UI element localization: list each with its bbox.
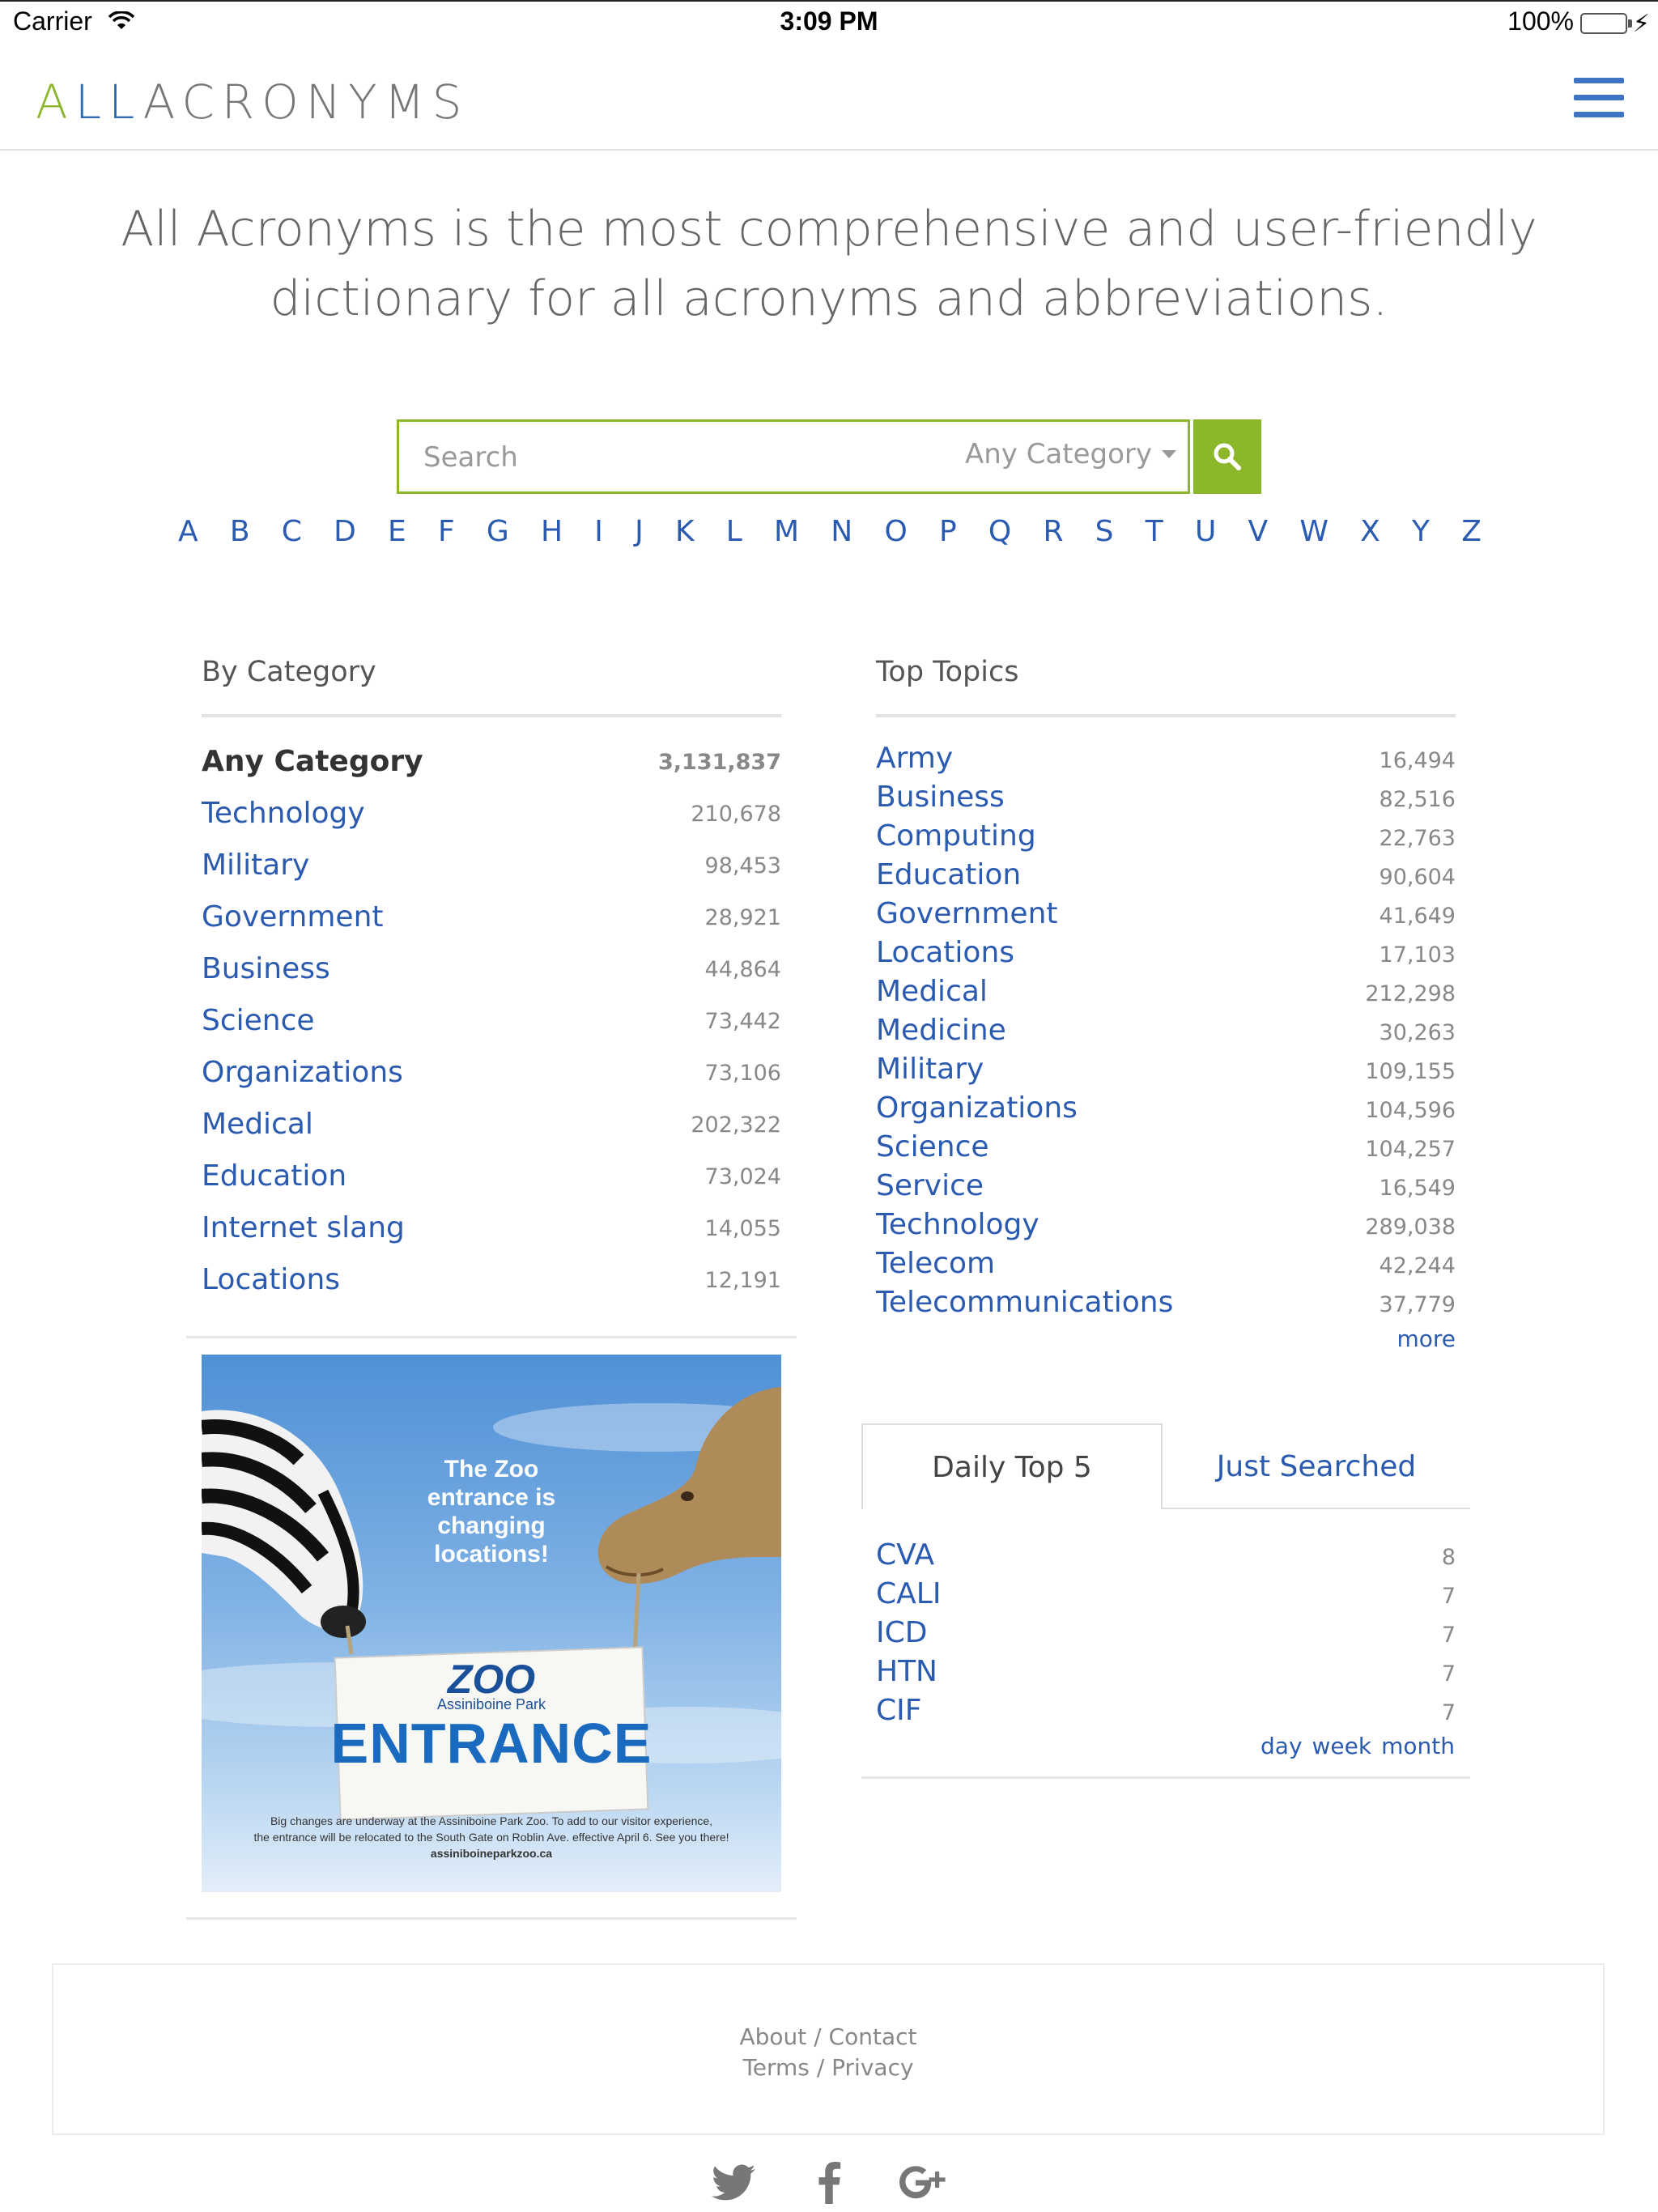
- category-count: 202,322: [691, 1112, 781, 1138]
- topic-link[interactable]: Technology: [876, 1208, 1039, 1241]
- alpha-link-p[interactable]: P: [938, 515, 957, 548]
- terms-link[interactable]: Terms: [742, 2054, 810, 2081]
- daily-top-row: [876, 1577, 1456, 1616]
- alpha-link-s[interactable]: S: [1095, 515, 1114, 548]
- alpha-link-e[interactable]: E: [388, 515, 406, 548]
- ad-fine-print: Big changes are underway at the Assiniboine Park Zoo. To add to our visitor experience, the entrance will be relocated to the South Gate on Roblin Ave. effective April 6. See you there! assiniboineparkzoo.ca: [253, 1814, 729, 1860]
- logo-letters-ll: LL: [74, 74, 143, 130]
- category-link[interactable]: Technology: [202, 797, 365, 830]
- footer-separator: /: [814, 2023, 822, 2050]
- category-link[interactable]: Military: [202, 849, 310, 882]
- alpha-link-v[interactable]: V: [1248, 515, 1269, 548]
- topic-count: 90,604: [1379, 865, 1456, 890]
- alpha-link-g[interactable]: G: [486, 515, 509, 548]
- topic-row: [876, 858, 1456, 897]
- topic-count: 104,257: [1365, 1137, 1456, 1162]
- logo-letter-a: A: [36, 74, 75, 130]
- search-box: [397, 419, 1190, 494]
- alpha-link-d[interactable]: D: [334, 515, 356, 548]
- daily-top-row: [876, 1694, 1456, 1733]
- category-link[interactable]: Any Category: [202, 745, 423, 778]
- category-bottom-rule: [186, 1336, 797, 1338]
- category-link[interactable]: Locations: [202, 1263, 341, 1296]
- facebook-icon[interactable]: [810, 2160, 848, 2206]
- topic-row: [876, 742, 1456, 781]
- footer-row-1: [53, 2022, 1603, 2052]
- daily-top-count: 8: [1441, 1545, 1456, 1570]
- topic-count: 104,596: [1365, 1098, 1456, 1123]
- top-topics-title: Top Topics: [876, 656, 1019, 688]
- category-count: 3,131,837: [657, 750, 781, 775]
- topic-link[interactable]: Business: [876, 781, 1005, 814]
- topic-count: 212,298: [1365, 981, 1456, 1006]
- more-topics-link[interactable]: more: [1397, 1325, 1456, 1352]
- topic-count: 289,038: [1365, 1214, 1456, 1240]
- daily-top-count: 7: [1441, 1661, 1456, 1687]
- tabs-baseline: [1163, 1508, 1470, 1509]
- category-link[interactable]: Business: [202, 952, 330, 985]
- by-category-rule: [202, 714, 781, 717]
- topic-count: 17,103: [1379, 942, 1456, 968]
- topic-row: [876, 1247, 1456, 1286]
- battery-tip: [1628, 19, 1632, 28]
- daily-top-link[interactable]: ICD: [876, 1616, 928, 1649]
- topic-link[interactable]: Service: [876, 1169, 984, 1202]
- topic-row: [876, 1053, 1456, 1091]
- category-count: 14,055: [704, 1216, 781, 1241]
- privacy-link[interactable]: Privacy: [831, 2054, 914, 2081]
- category-row: [202, 1211, 781, 1263]
- daily-top-link[interactable]: CVA: [876, 1538, 935, 1572]
- category-count: 73,024: [704, 1164, 781, 1189]
- alpha-link-k[interactable]: K: [674, 515, 695, 548]
- topic-link[interactable]: Locations: [876, 936, 1015, 969]
- charging-icon: ⚡: [1632, 10, 1650, 38]
- period-week-link[interactable]: week: [1312, 1733, 1372, 1759]
- category-count: 73,106: [704, 1061, 781, 1086]
- category-row: [202, 1108, 781, 1159]
- daily-top-link[interactable]: CIF: [876, 1694, 922, 1727]
- category-dropdown-label: Any Category: [964, 438, 1152, 470]
- alpha-link-h[interactable]: H: [541, 515, 563, 548]
- topic-count: 82,516: [1379, 787, 1456, 812]
- alpha-link-a[interactable]: A: [178, 515, 198, 548]
- topic-row: [876, 1014, 1456, 1053]
- category-count: 28,921: [704, 905, 781, 930]
- by-category-title: By Category: [202, 656, 376, 688]
- search-icon: [1213, 442, 1242, 471]
- topic-row: [876, 1091, 1456, 1130]
- battery-percent: 100%: [1507, 6, 1574, 36]
- topic-count: 37,779: [1379, 1292, 1456, 1317]
- search-input[interactable]: [422, 436, 911, 479]
- category-link[interactable]: Education: [202, 1159, 347, 1193]
- daily-top-row: [876, 1616, 1456, 1655]
- category-row: [202, 1263, 781, 1315]
- alpha-link-f[interactable]: F: [437, 515, 455, 548]
- logo-letters-rest: ACRONYMS: [142, 74, 470, 130]
- topic-count: 109,155: [1365, 1059, 1456, 1084]
- alpha-link-n[interactable]: N: [831, 515, 853, 548]
- search-button[interactable]: [1193, 419, 1261, 494]
- category-row: [202, 900, 781, 952]
- ad-bottom-rule: [186, 1917, 797, 1920]
- alpha-link-j[interactable]: J: [635, 515, 644, 548]
- topic-link[interactable]: Science: [876, 1130, 989, 1163]
- logo[interactable]: [36, 74, 469, 130]
- alpha-link-z[interactable]: Z: [1461, 515, 1482, 548]
- category-link[interactable]: Science: [202, 1004, 315, 1037]
- category-list: [202, 745, 781, 1315]
- period-day-link[interactable]: day: [1261, 1733, 1303, 1759]
- twitter-icon[interactable]: [709, 2160, 758, 2206]
- category-row: [202, 952, 781, 1004]
- topic-link[interactable]: Army: [876, 742, 954, 775]
- hamburger-menu-icon[interactable]: [1574, 78, 1624, 118]
- alpha-link-c[interactable]: C: [281, 515, 302, 548]
- alpha-link-u[interactable]: U: [1194, 515, 1217, 548]
- category-link[interactable]: Government: [202, 900, 384, 934]
- top-topics-list: [876, 742, 1456, 1325]
- alpha-link-i[interactable]: I: [594, 515, 603, 548]
- clock: 3:09 PM: [780, 6, 878, 36]
- topic-row: [876, 897, 1456, 936]
- topic-row: [876, 975, 1456, 1014]
- topic-link[interactable]: Government: [876, 897, 1058, 930]
- daily-bottom-rule: [861, 1776, 1470, 1779]
- topic-count: 16,494: [1379, 748, 1456, 773]
- zoo-advertisement[interactable]: [202, 1355, 781, 1892]
- topic-link[interactable]: Telecom: [876, 1247, 996, 1280]
- google-plus-icon[interactable]: [897, 2160, 950, 2206]
- site-header: [0, 45, 1658, 151]
- topic-row: [876, 1169, 1456, 1208]
- alpha-link-b[interactable]: B: [229, 515, 250, 548]
- ad-brand: ZOO: [447, 1657, 536, 1702]
- category-count: 73,442: [704, 1009, 781, 1034]
- topic-row: [876, 1130, 1456, 1169]
- alpha-link-t[interactable]: T: [1145, 515, 1163, 548]
- topic-count: 22,763: [1379, 826, 1456, 851]
- footer-separator: /: [816, 2054, 825, 2081]
- topic-count: 30,263: [1379, 1020, 1456, 1045]
- topic-row: [876, 1208, 1456, 1247]
- alpha-link-r[interactable]: R: [1043, 515, 1064, 548]
- category-row: [202, 797, 781, 849]
- daily-top-link[interactable]: HTN: [876, 1655, 937, 1688]
- daily-top-count: 7: [1441, 1700, 1456, 1725]
- daily-top-count: 7: [1441, 1584, 1456, 1609]
- category-count: 12,191: [704, 1268, 781, 1293]
- topic-row: [876, 781, 1456, 819]
- category-row: [202, 1056, 781, 1108]
- topic-count: 42,244: [1379, 1253, 1456, 1278]
- footer: [52, 1963, 1605, 2135]
- daily-top-row: [876, 1538, 1456, 1577]
- topic-link[interactable]: Medical: [876, 975, 988, 1008]
- alpha-link-q[interactable]: Q: [988, 515, 1012, 548]
- daily-top-list: [876, 1538, 1456, 1733]
- category-row: [202, 745, 781, 797]
- contact-link[interactable]: Contact: [828, 2023, 917, 2050]
- topic-row: [876, 819, 1456, 858]
- topic-link[interactable]: Organizations: [876, 1091, 1078, 1125]
- topic-count: 16,549: [1379, 1176, 1456, 1201]
- category-link[interactable]: Internet slang: [202, 1211, 405, 1244]
- status-bar: [0, 0, 1658, 45]
- ad-brand-sub: Assiniboine Park: [436, 1696, 546, 1712]
- about-link[interactable]: About: [739, 2023, 807, 2050]
- category-count: 98,453: [704, 853, 781, 878]
- period-month-link[interactable]: month: [1381, 1733, 1455, 1759]
- category-row: [202, 849, 781, 900]
- alpha-link-o[interactable]: O: [884, 515, 908, 548]
- ad-sign-text: ENTRANCE: [330, 1712, 653, 1775]
- daily-top-link[interactable]: CALI: [876, 1577, 942, 1610]
- category-link[interactable]: Organizations: [202, 1056, 403, 1089]
- caret-down-icon: [1162, 450, 1176, 458]
- topic-count: 41,649: [1379, 904, 1456, 929]
- topic-link[interactable]: Education: [876, 858, 1022, 891]
- tagline: All Acronyms is the most comprehensive and user-friendly dictionary for all acronyms and abbreviations.: [121, 201, 1537, 327]
- daily-top-row: [876, 1655, 1456, 1694]
- alpha-link-y[interactable]: Y: [1412, 515, 1431, 548]
- ad-headline: The Zoo entrance is changing locations!: [427, 1456, 556, 1568]
- tab-just-searched[interactable]: Just Searched: [1216, 1449, 1417, 1483]
- topic-row: [876, 936, 1456, 975]
- alpha-link-m[interactable]: M: [774, 515, 800, 548]
- category-row: [202, 1004, 781, 1056]
- alpha-link-x[interactable]: X: [1360, 515, 1380, 548]
- category-dropdown[interactable]: [965, 438, 1176, 470]
- alpha-link-w[interactable]: W: [1299, 515, 1329, 548]
- footer-row-2: [53, 2052, 1603, 2083]
- category-count: 44,864: [704, 957, 781, 982]
- topic-link[interactable]: Telecommunications: [876, 1286, 1174, 1319]
- category-link[interactable]: Medical: [202, 1108, 313, 1141]
- battery-icon: [1580, 13, 1627, 34]
- daily-top-count: 7: [1441, 1623, 1456, 1648]
- topic-row: [876, 1286, 1456, 1325]
- tab-daily-top-5[interactable]: Daily Top 5: [861, 1423, 1163, 1509]
- carrier-label: Carrier: [13, 6, 92, 36]
- category-row: [202, 1159, 781, 1211]
- category-count: 210,678: [691, 802, 781, 827]
- topic-link[interactable]: Computing: [876, 819, 1036, 853]
- period-links: [1261, 1733, 1455, 1759]
- topic-link[interactable]: Medicine: [876, 1014, 1006, 1047]
- alphabet-index: [178, 515, 1482, 555]
- top-topics-rule: [876, 714, 1456, 717]
- topic-link[interactable]: Military: [876, 1053, 984, 1086]
- alpha-link-l[interactable]: L: [725, 515, 742, 548]
